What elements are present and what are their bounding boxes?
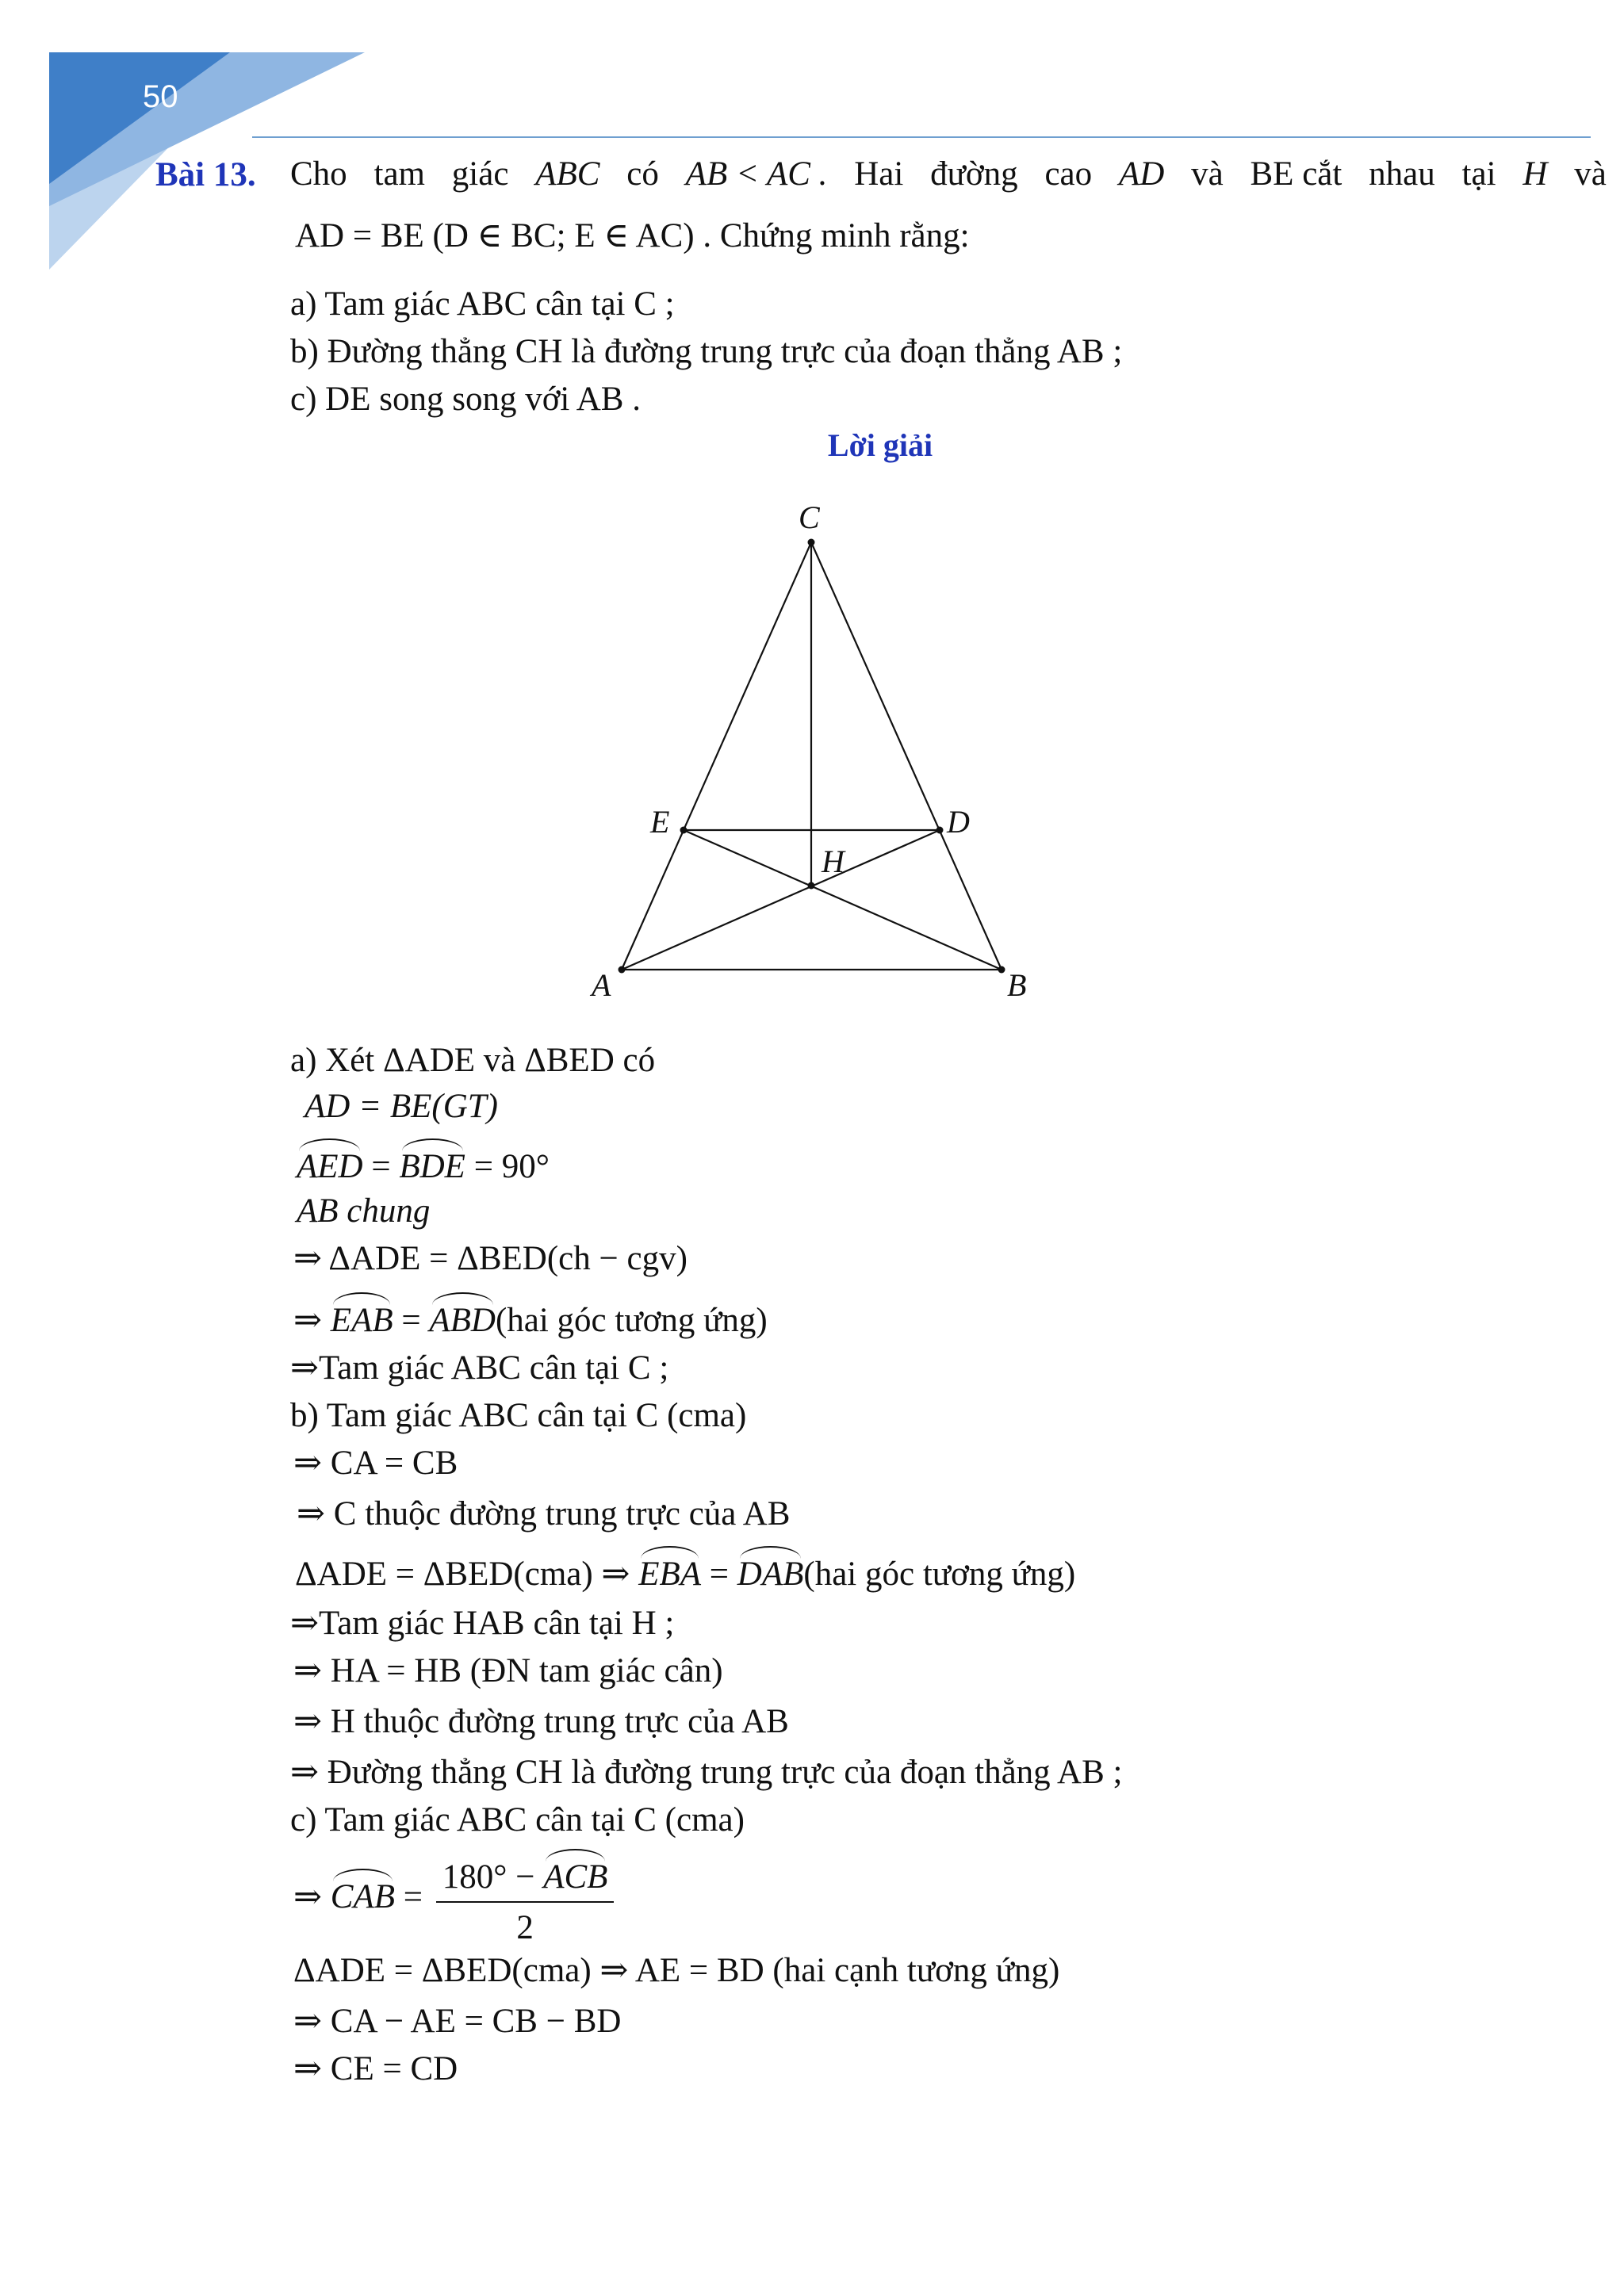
word: cao (1044, 155, 1093, 193)
word: và (1574, 155, 1607, 193)
point-h (808, 882, 815, 890)
numerator-constant: 180° − (442, 1858, 535, 1896)
word: ABC (535, 155, 600, 193)
triangle-figure (0, 0, 1624, 1031)
label-d: D (947, 804, 970, 840)
word: và (1191, 155, 1224, 193)
angle-bde: BDE (399, 1142, 465, 1188)
exercise-number: Bài 13. (155, 156, 256, 193)
label-a: A (592, 967, 611, 1003)
side-ca (622, 542, 811, 970)
solution-b-line-8: ⇒ Đường thẳng CH là đường trung trực của đoạn thẳng AB ; (290, 1754, 1123, 1791)
solution-c-line-3: ΔADE = ΔBED(cma) ⇒ AE = BD (hai cạnh tương ứng) (293, 1952, 1060, 1989)
word: tam (373, 155, 425, 193)
label-h: H (822, 844, 845, 879)
word: có (626, 155, 659, 193)
solution-a-line-6: ⇒Tam giác ABC cân tại C ; (290, 1349, 669, 1387)
solution-a-line-3: AB chung (297, 1192, 431, 1230)
solution-b-line-6: ⇒ HA = HB (ĐN tam giác cân) (293, 1652, 723, 1689)
solution-a-line-2 (297, 1142, 550, 1188)
solution-b-line-3: ⇒ C thuộc đường trung trực của AB (297, 1495, 791, 1533)
angle-acb: ACB (543, 1852, 607, 1898)
point-e (680, 827, 688, 834)
page-number: 50 (143, 79, 178, 114)
word: BE cắt (1250, 155, 1342, 193)
solution-b-line-4 (295, 1549, 1075, 1595)
equals-sign: = (709, 1556, 730, 1593)
point-a (619, 966, 626, 974)
word: Cho (290, 155, 347, 193)
solution-a-line-1: AD = BE(GT) (304, 1088, 498, 1125)
point-c (808, 539, 815, 546)
fraction-numerator (436, 1852, 615, 1903)
altitude-ad (622, 830, 940, 970)
word: H (1522, 155, 1548, 193)
angle-cab: CAB (331, 1872, 395, 1918)
solution-c-line-5: ⇒ CE = CD (293, 2050, 458, 2087)
solution-a-intro: a) Xét ΔADE và ΔBED có (290, 1042, 656, 1079)
point-d (936, 827, 944, 834)
equals-sign: = (403, 1878, 423, 1916)
word: AD (1118, 155, 1165, 193)
word: tại (1461, 155, 1496, 193)
fraction-denominator: 2 (516, 1908, 534, 1946)
solution-b-line-2: ⇒ CA = CB (293, 1445, 458, 1482)
statement: ΔADE = ΔBED(cma) ⇒ (295, 1556, 630, 1593)
label-e: E (650, 804, 670, 840)
solution-a-line-4: ⇒ ΔADE = ΔBED(ch − cgv) (293, 1240, 688, 1277)
solution-c-line-2 (293, 1852, 619, 1948)
solution-b-line-1: b) Tam giác ABC cân tại C (cma) (290, 1397, 747, 1434)
label-b: B (1007, 967, 1027, 1003)
fraction (436, 1852, 615, 1948)
solution-c-line-1: c) Tam giác ABC cân tại C (cma) (290, 1801, 745, 1839)
word: nhau (1369, 155, 1435, 193)
equals-sign: = (401, 1302, 421, 1339)
angle-eab: EAB (331, 1295, 393, 1341)
solution-c-line-4: ⇒ CA − AE = CB − BD (293, 2003, 622, 2040)
exercise-line-2: AD = BE (D ∈ BC; E ∈ AC) . Chứng minh rằng: (295, 217, 970, 254)
word: giác (451, 155, 509, 193)
solution-heading: Lời giải (827, 427, 933, 463)
word: đường (930, 155, 1018, 193)
exercise-part-b: b) Đường thẳng CH là đường trung trực của đoạn thẳng AB ; (290, 333, 1123, 370)
angle-abd: ABD (429, 1295, 496, 1341)
angle-eba: EBA (638, 1549, 701, 1595)
note: (hai góc tương ứng) (803, 1556, 1076, 1593)
exercise-part-a: a) Tam giác ABC cân tại C ; (290, 285, 675, 323)
note: (hai góc tương ứng) (495, 1302, 768, 1339)
right-angle-value: = 90° (473, 1148, 550, 1185)
word: Hai (854, 155, 904, 193)
solution-b-line-7: ⇒ H thuộc đường trung trực của AB (293, 1703, 789, 1740)
side-cb (811, 542, 1002, 970)
equals-sign: = (371, 1148, 391, 1185)
label-c: C (799, 499, 820, 535)
solution-b-line-5: ⇒Tam giác HAB cân tại H ; (290, 1605, 675, 1642)
implies-sign: ⇒ (293, 1878, 323, 1916)
implies-sign: ⇒ (293, 1302, 323, 1339)
word: AB < AC . (685, 155, 828, 193)
angle-aed: AED (297, 1142, 363, 1188)
point-b (998, 966, 1005, 974)
solution-a-line-5 (293, 1295, 768, 1341)
angle-dab: DAB (737, 1549, 804, 1595)
exercise-part-c: c) DE song song với AB . (290, 381, 641, 418)
